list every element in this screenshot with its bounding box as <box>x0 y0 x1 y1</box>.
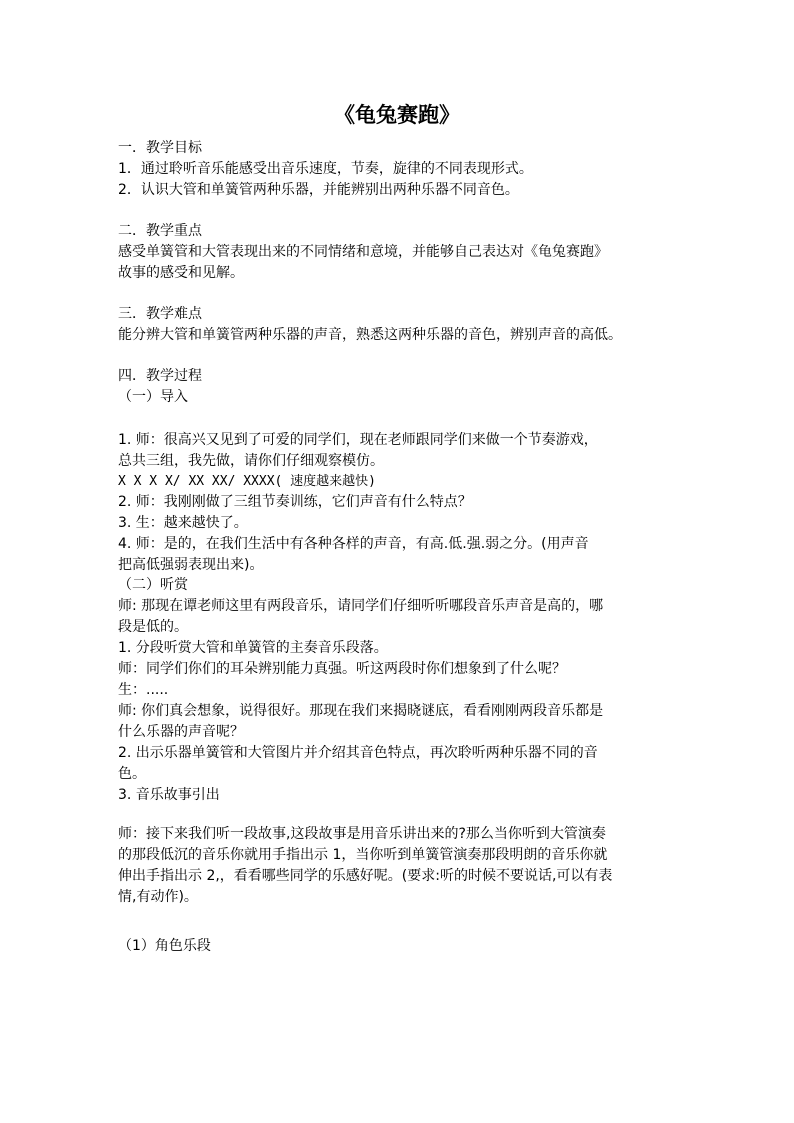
intro-step-3: 3. 生：越来越快了。 <box>118 515 248 531</box>
story-line-2: 的那段低沉的音乐你就用手指出示 1，当你听到单簧管演奏那段明朗的音乐你就 <box>118 847 608 863</box>
listening-step-2-line-2: 色。 <box>118 766 146 782</box>
difficulty-text: 能分辨大管和单簧管两种乐器的声音，熟悉这两种乐器的音色，辨别声音的高低。 <box>118 327 622 343</box>
intro-step-4-line-2: 把高低强弱表现出来)。 <box>118 557 264 573</box>
story-line-1: 师：接下来我们听一段故事,这段故事是用音乐讲出来的?那么当你听到大管演奏 <box>118 826 606 842</box>
page-title: 《龟兔赛跑》 <box>334 102 460 127</box>
listening-intro-line-1: 师: 那现在谭老师这里有两段音乐，请同学们仔细听听哪段音乐声音是高的，哪 <box>118 598 604 614</box>
key-points-heading: 二．教学重点 <box>118 223 202 239</box>
intro-step-4-line-1: 4. 师：是的，在我们生活中有各种各样的声音，有高.低.强.弱之分。(用声音 <box>118 536 589 552</box>
listening-question: 师：同学们你们的耳朵辨别能力真强。听这两段时你们想象到了什么呢？ <box>118 661 566 677</box>
key-points-text-line-1: 感受单簧管和大管表现出来的不同情绪和意境，并能够自己表达对《龟兔赛跑》 <box>118 244 608 260</box>
listening-comment-line-1: 师: 你们真会想象，说得很好。那现在我们来揭晓谜底，看看刚刚两段音乐都是 <box>118 703 604 719</box>
intro-step-1-line-2: 总共三组，我先做，请你们仔细观察模仿。 <box>118 453 384 469</box>
listening-comment-line-2: 什么乐器的声音呢？ <box>118 724 244 740</box>
listening-intro-line-2: 段是低的。 <box>118 619 188 635</box>
role-section-heading: （1）角色乐段 <box>118 938 211 954</box>
process-heading: 四．教学过程 <box>118 368 202 384</box>
goal-item-2: 2．认识大管和单簧管两种乐器，并能辨别出两种乐器不同音色。 <box>118 182 519 198</box>
key-points-text-line-2: 故事的感受和见解。 <box>118 265 244 281</box>
story-line-3: 伸出手指出示 2,，看看哪些同学的乐感好呢。(要求:听的时候不要说话,可以有表 <box>118 868 613 884</box>
listening-step-2-line-1: 2. 出示乐器单簧管和大管图片并介绍其音色特点，再次聆听两种乐器不同的音 <box>118 745 598 761</box>
listening-heading: （二）听赏 <box>118 577 188 593</box>
goal-item-1: 1．通过聆听音乐能感受出音乐速度，节奏，旋律的不同表现形式。 <box>118 161 533 177</box>
goals-heading: 一．教学目标 <box>118 140 202 156</box>
listening-student-answer: 生：..... <box>118 682 169 698</box>
rhythm-pattern: X X X X/ XX XX/ XXXX( 速度越来越快) <box>118 474 377 489</box>
listening-step-1: 1. 分段听赏大管和单簧管的主奏音乐段落。 <box>118 640 388 656</box>
story-line-4: 情,有动作)。 <box>118 889 198 905</box>
difficulty-heading: 三．教学难点 <box>118 306 202 322</box>
intro-step-1-line-1: 1. 师：很高兴又见到了可爱的同学们，现在老师跟同学们来做一个节奏游戏， <box>118 432 598 448</box>
intro-step-2: 2. 师：我刚刚做了三组节奏训练，它们声音有什么特点？ <box>118 494 472 510</box>
intro-heading: （一）导入 <box>118 389 188 405</box>
listening-step-3: 3. 音乐故事引出 <box>118 787 220 803</box>
